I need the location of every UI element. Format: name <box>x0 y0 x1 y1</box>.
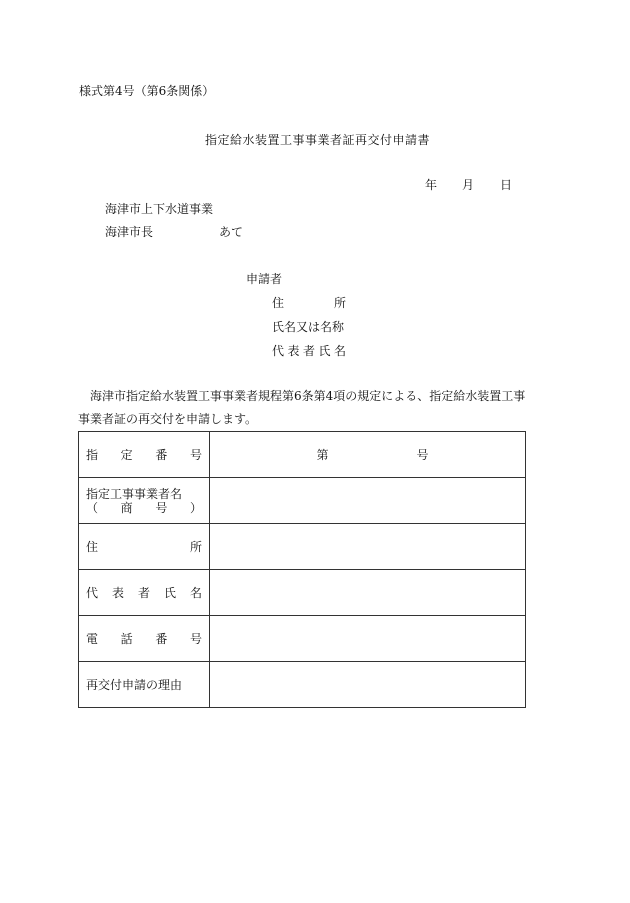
label-char: 代 <box>86 586 99 600</box>
label-line: 指定工事事業者名 <box>86 486 183 501</box>
label-char: 氏 <box>163 586 176 600</box>
addressee-suffix: あて <box>219 225 244 239</box>
address-label <box>79 524 210 570</box>
table-row <box>79 662 526 708</box>
designation-number-field[interactable] <box>210 432 526 478</box>
request-statement: 海津市指定給水装置工事事業者規程第6条第4項の規定による、指定給水装置工事事業者証の再交付を申請します。 <box>78 389 526 426</box>
document-title: 指定給水装置工事事業者証再交付申請書 <box>204 133 430 147</box>
date-day-label: 日 <box>500 178 513 192</box>
label-char: 名 <box>333 344 346 358</box>
label-char: 名 <box>189 586 202 600</box>
table-row <box>79 524 526 570</box>
label-char: 表 <box>111 586 124 600</box>
label-char: 表 <box>287 344 300 358</box>
number-prefix: 第 <box>316 448 329 462</box>
table-row <box>79 570 526 616</box>
address-field[interactable] <box>210 524 526 570</box>
label-char: ） <box>189 500 202 515</box>
table-row <box>79 432 526 478</box>
representative-name-field[interactable] <box>210 570 526 616</box>
label-char: 者 <box>137 586 150 600</box>
label-char: 者 <box>302 344 315 358</box>
addressee-organization: 海津市上下水道事業 <box>105 202 214 216</box>
applicant-address-label <box>272 296 346 310</box>
date-year-label: 年 <box>425 178 438 192</box>
business-name-label <box>79 478 210 524</box>
phone-number-label <box>79 616 210 662</box>
label-char: 所 <box>189 540 202 554</box>
table-row <box>79 478 526 524</box>
label-char: 電 <box>86 632 99 646</box>
label-char: 指 <box>86 448 99 462</box>
label-char: 番 <box>155 448 168 462</box>
label-char: 氏 <box>318 344 331 358</box>
label-char: 号 <box>189 632 202 646</box>
label-char: 番 <box>155 632 168 646</box>
label-char: （ <box>86 500 99 515</box>
label-char: 商 <box>120 500 133 515</box>
label-char: 話 <box>120 632 133 646</box>
representative-name-label <box>79 570 210 616</box>
business-name-field[interactable] <box>210 478 526 524</box>
applicant-name-label: 氏名又は名称 <box>272 320 345 334</box>
addressee-mayor: 海津市長 <box>105 225 154 239</box>
label-char: 所 <box>333 296 346 310</box>
label-char: 代 <box>272 344 285 358</box>
label-char: 住 <box>272 296 285 310</box>
date-month-label: 月 <box>462 178 475 192</box>
label-char: 定 <box>120 448 133 462</box>
table-row <box>79 616 526 662</box>
label-char: 住 <box>86 540 99 554</box>
label-char: 号 <box>189 448 202 462</box>
reissue-reason-field[interactable] <box>210 662 526 708</box>
applicant-representative-label <box>272 344 346 358</box>
application-table <box>78 431 526 708</box>
applicant-heading: 申請者 <box>246 272 283 286</box>
label-text: 再交付申請の理由 <box>86 678 183 692</box>
phone-number-field[interactable] <box>210 616 526 662</box>
form-number: 様式第4号（第6条関係） <box>79 84 215 98</box>
designation-number-label <box>79 432 210 478</box>
reissue-reason-label <box>79 662 210 708</box>
label-char: 号 <box>155 500 168 515</box>
number-suffix: 号 <box>416 448 429 462</box>
